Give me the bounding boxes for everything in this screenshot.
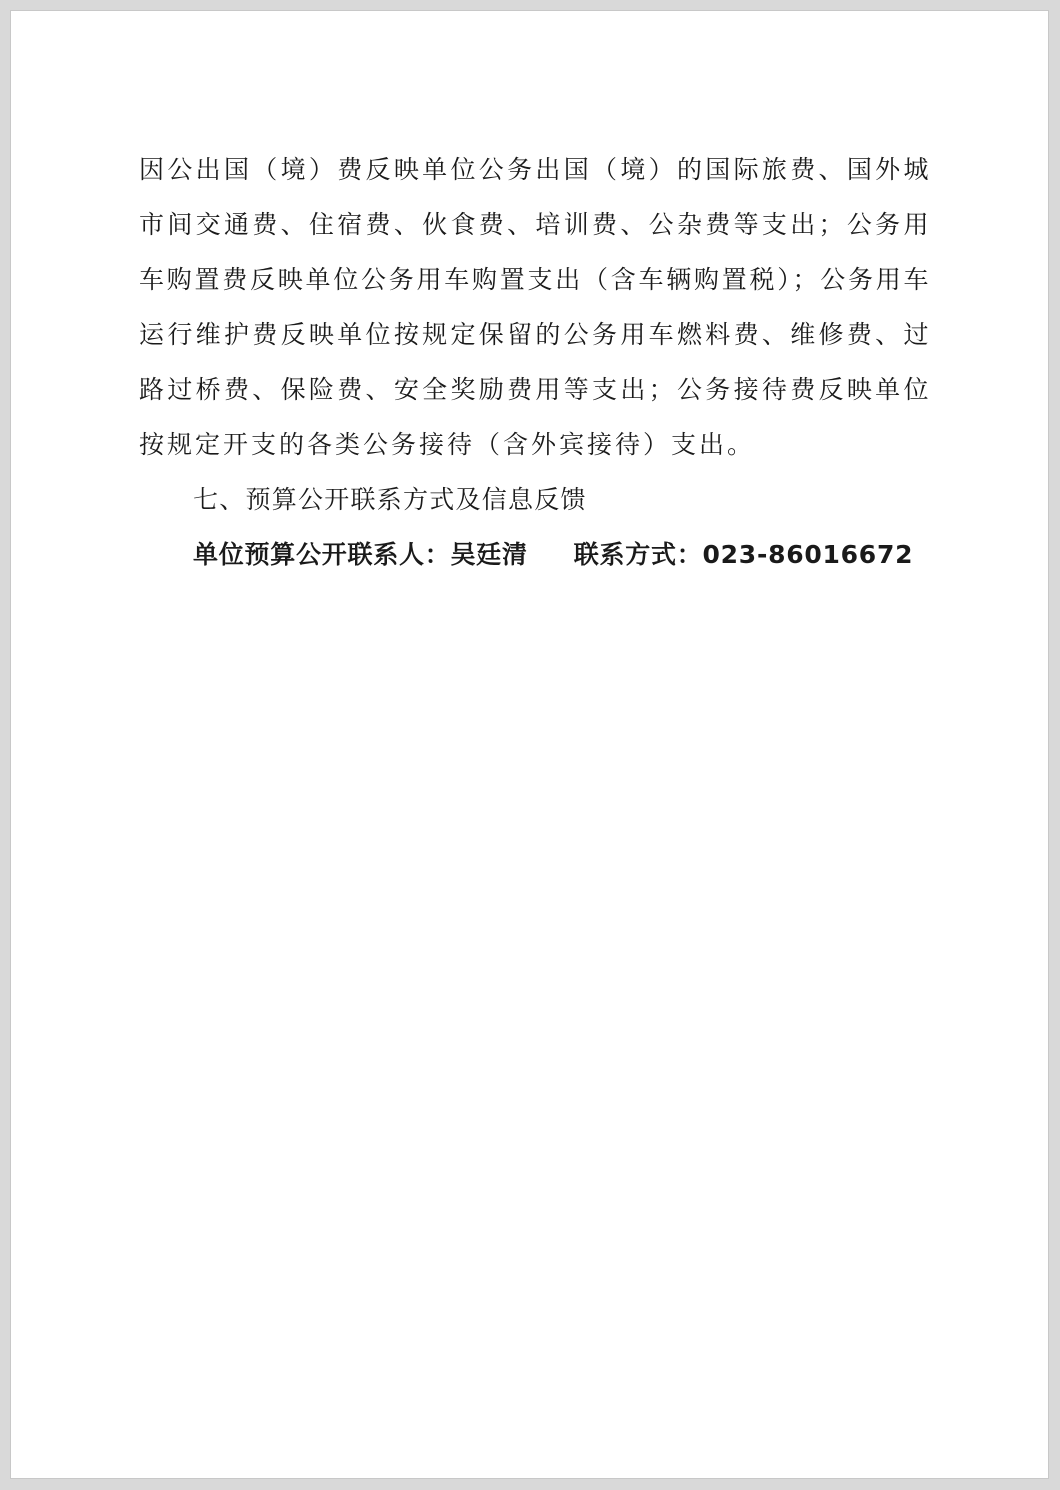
paragraph-line: 路过桥费、保险费、安全奖励费用等支出；公务接待费反映单位 (139, 375, 929, 404)
paragraph-line: 运行维护费反映单位按规定保留的公务用车燃料费、维修费、过 (139, 320, 929, 349)
document-page (10, 10, 1049, 1479)
paragraph-line: 按规定开支的各类公务接待（含外宾接待）支出。 (139, 430, 756, 459)
contact-method: 联系方式：023-86016672 (573, 540, 914, 569)
document-body (139, 142, 929, 582)
contact-person: 单位预算公开联系人：吴廷清 (193, 540, 528, 569)
paragraph-line: 车购置费反映单位公务用车购置支出（含车辆购置税）；公务用车 (139, 265, 929, 294)
paragraph-line: 因公出国（境）费反映单位公务出国（境）的国际旅费、国外城 (139, 155, 929, 184)
paragraph-line: 市间交通费、住宿费、伙食费、培训费、公杂费等支出；公务用 (139, 210, 929, 239)
contact-line (139, 527, 929, 582)
section-heading: 七、预算公开联系方式及信息反馈 (193, 485, 587, 514)
